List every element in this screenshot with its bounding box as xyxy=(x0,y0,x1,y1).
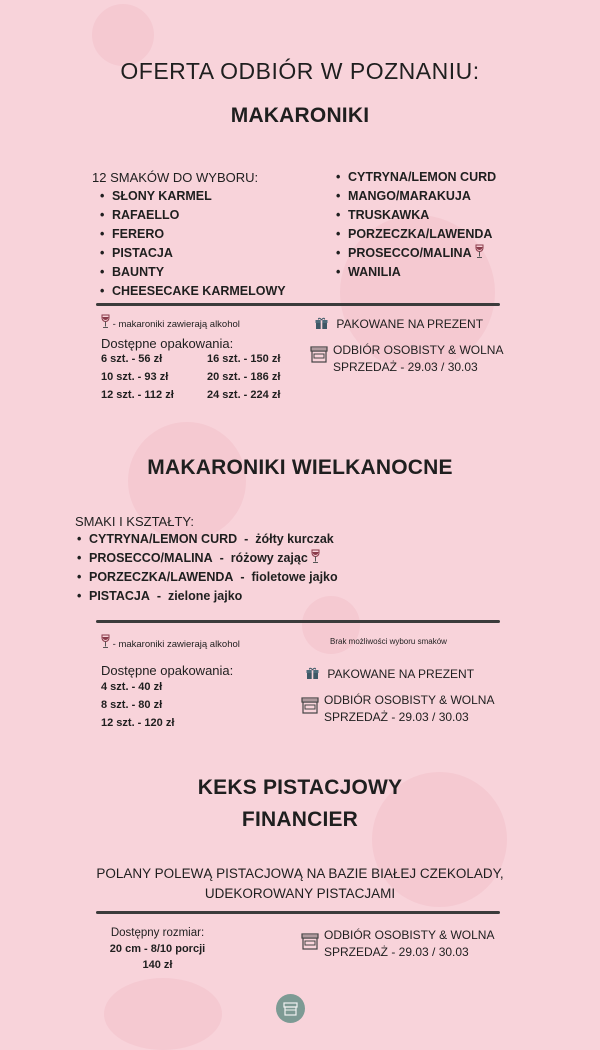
flavors-intro: 12 SMAKÓW DO WYBORU: xyxy=(92,170,259,185)
alcohol-note-text: - makaroniki zawierają alkohol xyxy=(112,639,240,650)
easter-flavor: PROSECCO/MALINA xyxy=(89,551,213,565)
packages-title: Dostępne opakowania: xyxy=(101,663,234,678)
list-item: • PISTACJA xyxy=(98,244,286,263)
section-divider xyxy=(96,620,500,623)
packages-title: Dostępne opakowania: xyxy=(101,336,234,351)
easter-shape: fioletowe jajko xyxy=(251,570,338,584)
alcohol-note xyxy=(101,314,240,330)
wine-glass-icon xyxy=(311,549,320,564)
pickup-info xyxy=(333,342,503,376)
list-item: • PROSECCO/MALINA - różowy zając xyxy=(75,549,338,568)
section-title-cake xyxy=(0,772,600,836)
shop-icon xyxy=(301,933,319,950)
gift-info xyxy=(315,316,483,333)
list-item: • CYTRYNA/LEMON CURD xyxy=(334,168,496,187)
package-option: 24 szt. - 224 zł xyxy=(207,389,281,401)
easter-shape: żółty kurczak xyxy=(255,532,334,546)
list-item: • BAUNTY xyxy=(98,263,286,282)
gift-text: PAKOWANE NA PREZENT xyxy=(336,317,484,331)
gift-info xyxy=(306,666,474,683)
wine-glass-icon xyxy=(475,244,484,259)
packages-right xyxy=(207,350,280,404)
list-item xyxy=(334,244,496,263)
flavor-list-left xyxy=(98,187,286,301)
shop-icon-wrap xyxy=(310,346,328,365)
pickup-info xyxy=(324,927,494,961)
cake-price: 140 zł xyxy=(142,959,173,971)
easter-shape: różowy zając xyxy=(230,551,308,565)
alcohol-note-text: - makaroniki zawierają alkohol xyxy=(112,319,240,330)
pickup-line-1: ODBIÓR OSOBISTY & WOLNA xyxy=(333,343,504,357)
list-item: • RAFAELLO xyxy=(98,206,286,225)
cake-desc-line-1: POLANY POLEWĄ PISTACJOWĄ NA BAZIE BIAŁEJ CZEKOLADY, xyxy=(96,866,504,881)
list-item: • WANILIA xyxy=(334,263,496,282)
section-divider xyxy=(96,911,500,914)
wine-glass-icon xyxy=(101,634,110,649)
brand-logo xyxy=(276,994,305,1023)
pickup-line-2: SPRZEDAŻ - 29.03 / 30.03 xyxy=(324,945,469,959)
pickup-line-2: SPRZEDAŻ - 29.03 / 30.03 xyxy=(324,710,469,724)
flavor-list-right xyxy=(334,168,496,282)
package-option: 12 szt. - 112 zł xyxy=(101,389,174,401)
list-item: • SŁONY KARMEL xyxy=(98,187,286,206)
gift-text: PAKOWANE NA PREZENT xyxy=(327,667,475,681)
list-item: • TRUSKAWKA xyxy=(334,206,496,225)
section-divider xyxy=(96,303,500,306)
list-item: • MANGO/MARAKUJA xyxy=(334,187,496,206)
list-item: • PORZECZKA/LAWENDA - fioletowe jajko xyxy=(75,568,338,587)
section-title-macarons: MAKARONIKI xyxy=(230,104,370,127)
package-option: 12 szt. - 120 zł xyxy=(101,717,175,729)
easter-flavor: PISTACJA xyxy=(89,589,150,603)
cake-size xyxy=(100,925,215,973)
pickup-line-1: ODBIÓR OSOBISTY & WOLNA xyxy=(324,693,495,707)
list-item: • FERERO xyxy=(98,225,286,244)
package-option: 8 szt. - 80 zł xyxy=(101,699,163,711)
easter-shape: zielone jajko xyxy=(167,589,243,603)
list-item: • CHEESECAKE KARMELOWY xyxy=(98,282,286,301)
no-choice-note: Brak możliwości wyboru smaków xyxy=(330,637,447,646)
pickup-line-1: ODBIÓR OSOBISTY & WOLNA xyxy=(324,928,495,942)
gift-icon xyxy=(306,667,319,680)
gift-icon xyxy=(315,317,328,330)
package-option: 16 szt. - 150 zł xyxy=(207,353,281,365)
list-item: • PISTACJA - zielone jajko xyxy=(75,587,338,606)
easter-intro: SMAKI I KSZTAŁTY: xyxy=(75,514,194,529)
shop-icon-wrap xyxy=(301,697,319,716)
cake-description xyxy=(0,864,600,904)
shop-icon-wrap xyxy=(301,933,319,952)
package-option: 6 szt. - 56 zł xyxy=(101,353,163,365)
shop-icon xyxy=(301,697,319,714)
size-line: 20 cm - 8/10 porcji xyxy=(109,943,206,955)
easter-packages xyxy=(101,678,174,732)
cake-logo-icon xyxy=(276,994,305,1023)
cake-title-line-2: FINANCIER xyxy=(241,808,359,831)
list-item: • CYTRYNA/LEMON CURD - żółty kurczak xyxy=(75,530,338,549)
package-option: 10 szt. - 93 zł xyxy=(101,371,169,383)
pickup-line-2: SPRZEDAŻ - 29.03 / 30.03 xyxy=(333,360,478,374)
shop-icon xyxy=(310,346,328,363)
background-decoration xyxy=(92,4,154,66)
easter-flavor: PORZECZKA/LAWENDA xyxy=(89,570,234,584)
easter-flavor-list xyxy=(75,530,338,606)
package-option: 20 szt. - 186 zł xyxy=(207,371,281,383)
cake-desc-line-2: UDEKOROWANY PISTACJAMI xyxy=(204,886,396,901)
wine-glass-icon xyxy=(101,314,110,329)
list-item: • PORZECZKA/LAWENDA xyxy=(334,225,496,244)
page-title: OFERTA ODBIÓR W POZNANIU: xyxy=(120,58,480,84)
list-item-label: PROSECCO/MALINA xyxy=(348,246,472,260)
package-option: 4 szt. - 40 zł xyxy=(101,681,163,693)
section-title-easter: MAKARONIKI WIELKANOCNE xyxy=(147,456,453,479)
background-decoration xyxy=(104,978,222,1050)
easter-flavor: CYTRYNA/LEMON CURD xyxy=(89,532,238,546)
packages-left xyxy=(101,350,174,404)
pickup-info xyxy=(324,692,494,726)
size-title: Dostępny rozmiar: xyxy=(110,927,205,939)
cake-title-line-1: KEKS PISTACJOWY xyxy=(197,776,403,799)
alcohol-note xyxy=(101,634,240,650)
